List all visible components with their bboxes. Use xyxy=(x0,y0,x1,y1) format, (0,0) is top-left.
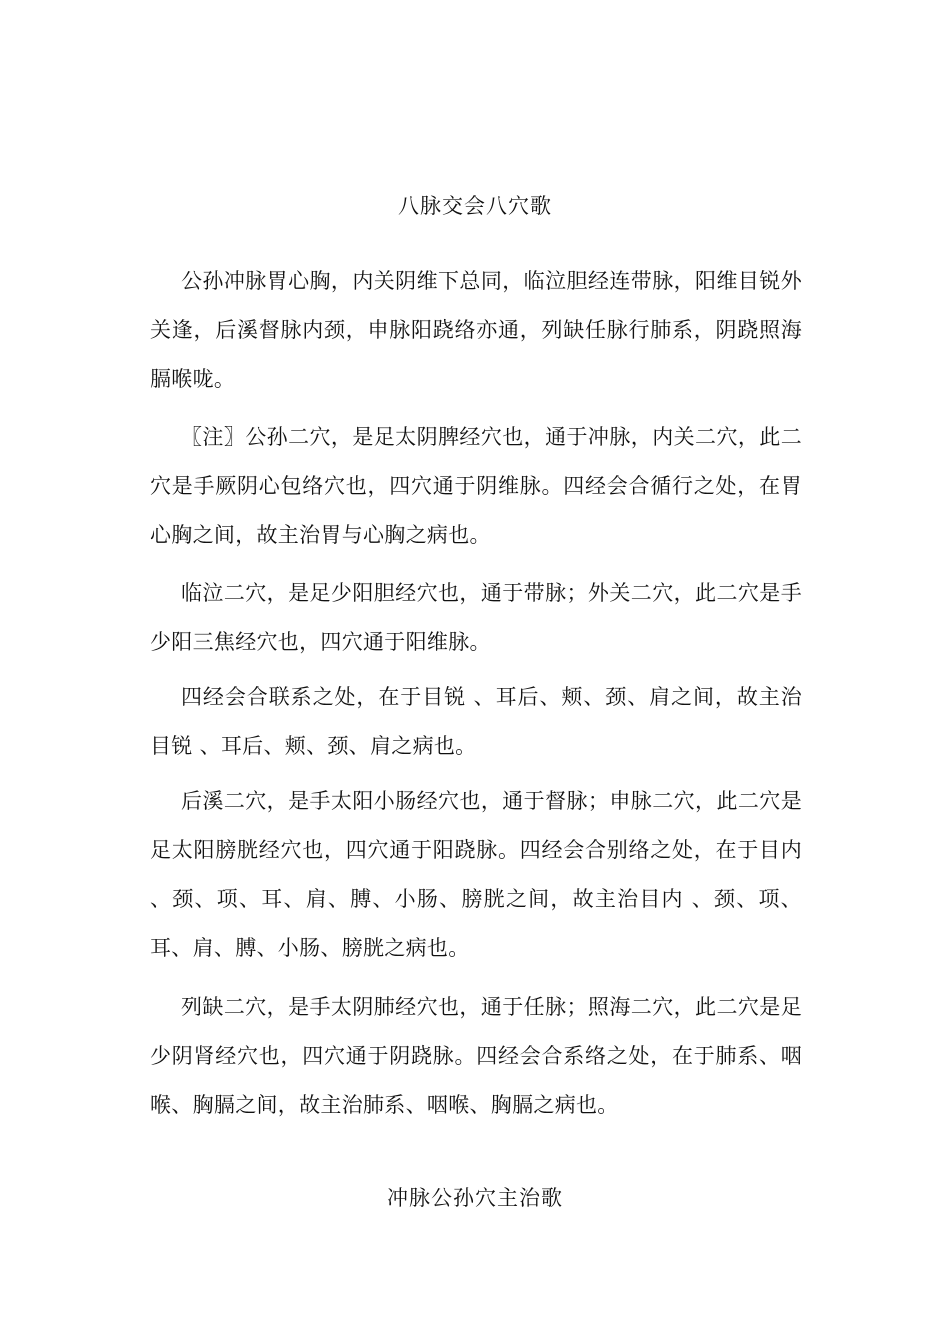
note-paragraph-gongsun: 〖注〗公孙二穴，是足太阴脾经穴也，通于冲脉，内关二穴，此二穴是手厥阴心包络穴也，四穴通于阴维脉。四经会合循行之处，在胃心胸之间，故主治胃与心胸之病也。 xyxy=(150,425,802,547)
note-paragraph-lieque: 列缺二穴，是手太阴肺经穴也，通于任脉；照海二穴，此二穴是足少阴肾经穴也，四穴通于阴跷脉。四经会合系络之处，在于肺系、咽喉、胸膈之间，故主治肺系、咽喉、胸膈之病也。 xyxy=(150,995,802,1117)
verse-paragraph: 公孙冲脉胃心胸，内关阴维下总同，临泣胆经连带脉，阳维目锐外关逢，后溪督脉内颈，申脉阳跷络亦通，列缺任脉行肺系，阴跷照海膈喉咙。 xyxy=(150,269,802,391)
section-title: 八脉交会八穴歌 xyxy=(398,194,552,218)
next-section-title: 冲脉公孙穴主治歌 xyxy=(387,1186,563,1210)
note-paragraph-houxi: 后溪二穴，是手太阳小肠经穴也，通于督脉；申脉二穴，此二穴是足太阳膀胱经穴也，四穴通于阳跷脉。四经会合别络之处，在于目内 、颈、项、耳、肩、膊、小肠、膀胱之间，故主治目内 、颈、项、耳、肩、膊、小肠、膀胱之病也。 xyxy=(150,789,802,960)
note-paragraph-linqi: 临泣二穴，是足少阳胆经穴也，通于带脉；外关二穴，此二穴是手少阳三焦经穴也，四穴通于阳维脉。 xyxy=(150,581,802,654)
note-paragraph-meeting: 四经会合联系之处，在于目锐 、耳后、颊、颈、肩之间，故主治目锐 、耳后、颊、颈、肩之病也。 xyxy=(150,685,802,758)
